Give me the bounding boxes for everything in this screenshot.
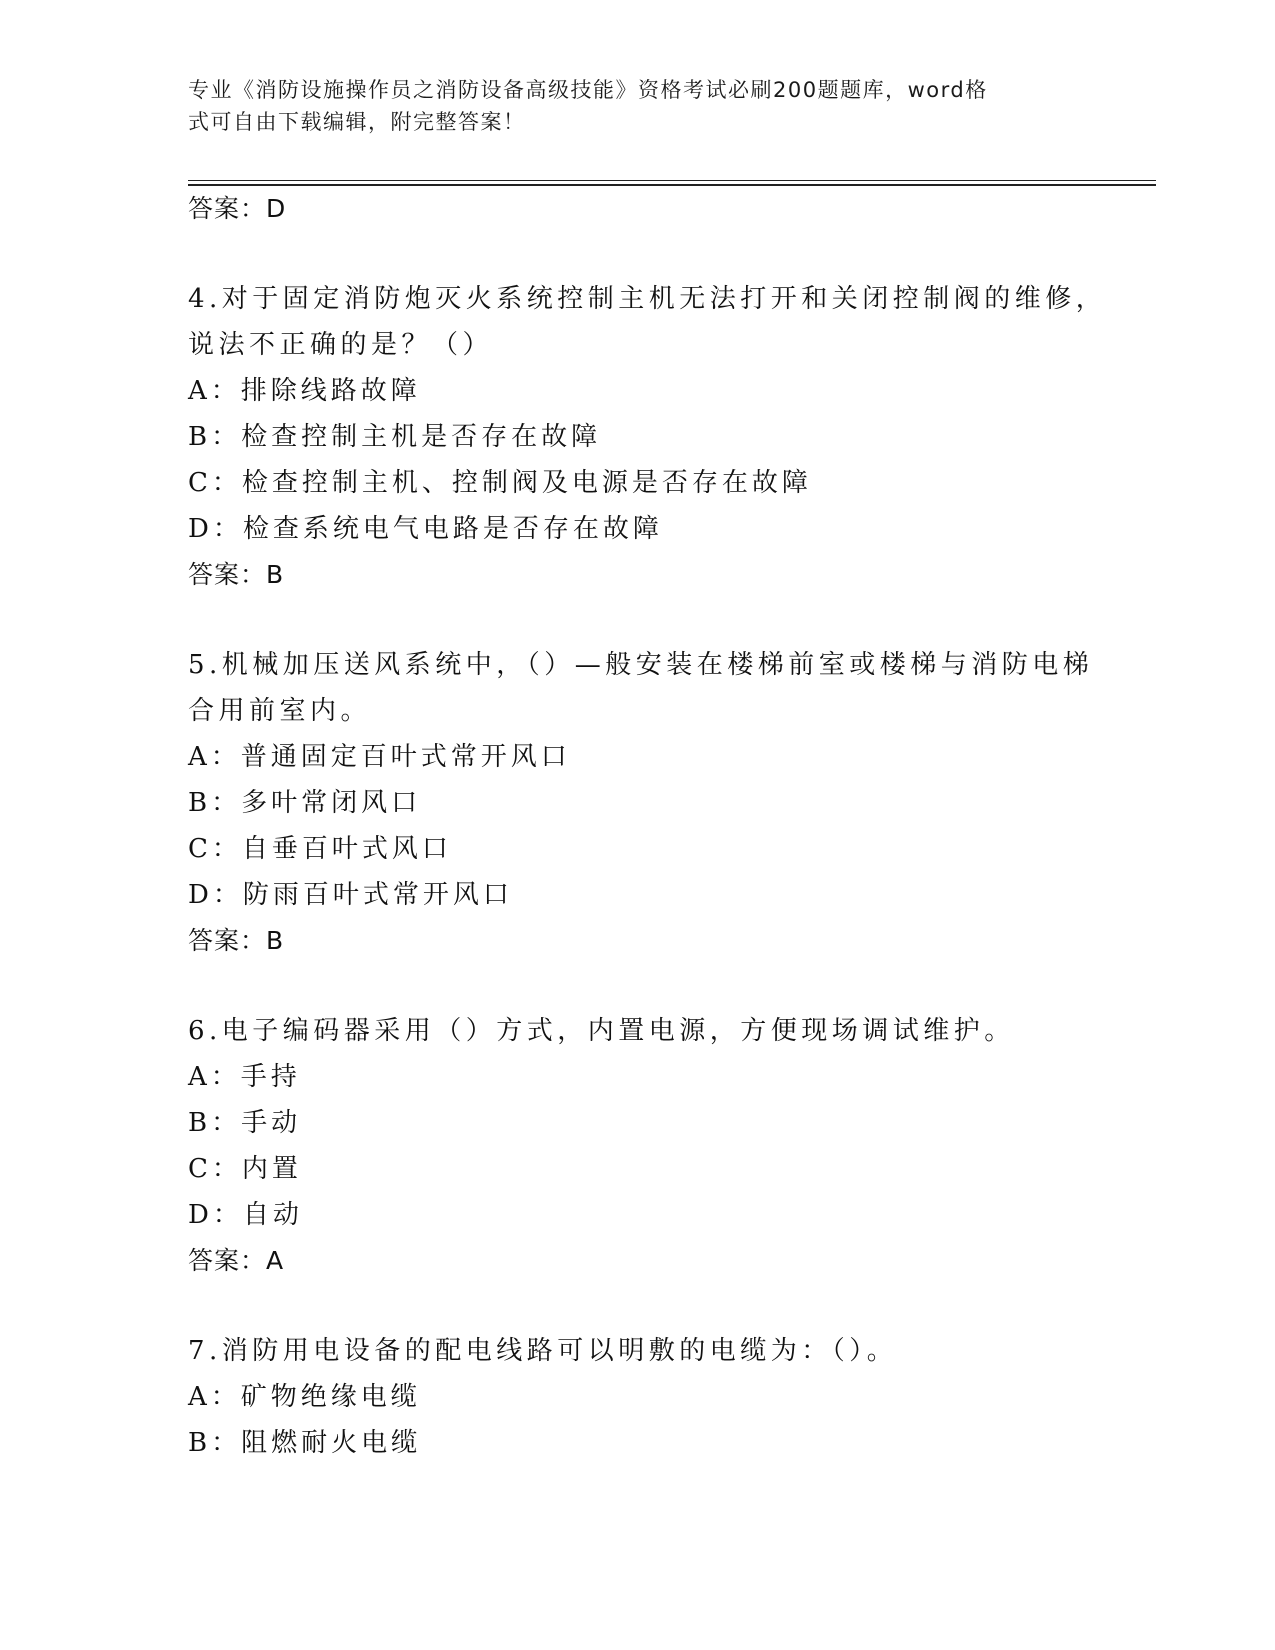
question-7 (188, 1328, 1156, 1466)
question-6-option-d: D：自动 (188, 1200, 303, 1230)
question-5-option-c: C：自垂百叶式风口 (188, 834, 452, 864)
question-4-option-b: B：检查控制主机是否存在故障 (188, 422, 602, 452)
question-4-text-line-1: 4.对于固定消防炮灭火系统控制主机无法打开和关闭控制阀的维修， (188, 284, 1107, 314)
header-rule-thin (188, 180, 1156, 181)
question-5-answer: 答案：B (188, 926, 285, 955)
question-4-answer: 答案：B (188, 560, 285, 589)
header-title-line-2: 式可自由下载编辑，附完整答案！ (188, 110, 526, 134)
question-6-option-a: A：手持 (188, 1062, 301, 1092)
spacer (188, 598, 1156, 642)
question-list (188, 186, 1156, 1466)
question-7-text-line-1: 7.消防用电设备的配电线路可以明敷的电缆为：（）。 (188, 1336, 898, 1366)
question-4-option-c: C：检查控制主机、控制阀及电源是否存在故障 (188, 468, 812, 498)
question-7-option-a: A：矿物绝缘电缆 (188, 1382, 421, 1412)
question-5-option-a: A：普通固定百叶式常开风口 (188, 742, 571, 772)
question-4-option-d: D：检查系统电气电路是否存在故障 (188, 514, 663, 544)
question-6 (188, 1008, 1156, 1284)
header-title-line-1: 专业《消防设施操作员之消防设备高级技能》资格考试必刷200题题库，word格 (188, 78, 988, 102)
question-4-text-line-2: 说法不正确的是？（） (188, 330, 494, 360)
question-6-text-line-1: 6.电子编码器采用（）方式，内置电源，方便现场调试维护。 (188, 1016, 1015, 1046)
question-7-option-b: B：阻燃耐火电缆 (188, 1428, 422, 1458)
spacer (188, 964, 1156, 1008)
question-5-text-line-1: 5.机械加压送风系统中，（）—般安装在楼梯前室或楼梯与消防电梯 (188, 650, 1094, 680)
question-5-option-d: D：防雨百叶式常开风口 (188, 880, 513, 910)
spacer (188, 1284, 1156, 1328)
document-header (188, 74, 1088, 138)
question-6-option-b: B：手动 (188, 1108, 302, 1138)
previous-answer: 答案：D (188, 194, 287, 223)
question-6-answer: 答案：A (188, 1246, 285, 1275)
question-4 (188, 276, 1156, 598)
question-5 (188, 642, 1156, 964)
question-5-option-b: B：多叶常闭风口 (188, 788, 422, 818)
spacer (188, 232, 1156, 276)
question-5-text-line-2: 合用前室内。 (188, 696, 372, 726)
question-4-option-a: A：排除线路故障 (188, 376, 421, 406)
question-6-option-c: C：内置 (188, 1154, 302, 1184)
